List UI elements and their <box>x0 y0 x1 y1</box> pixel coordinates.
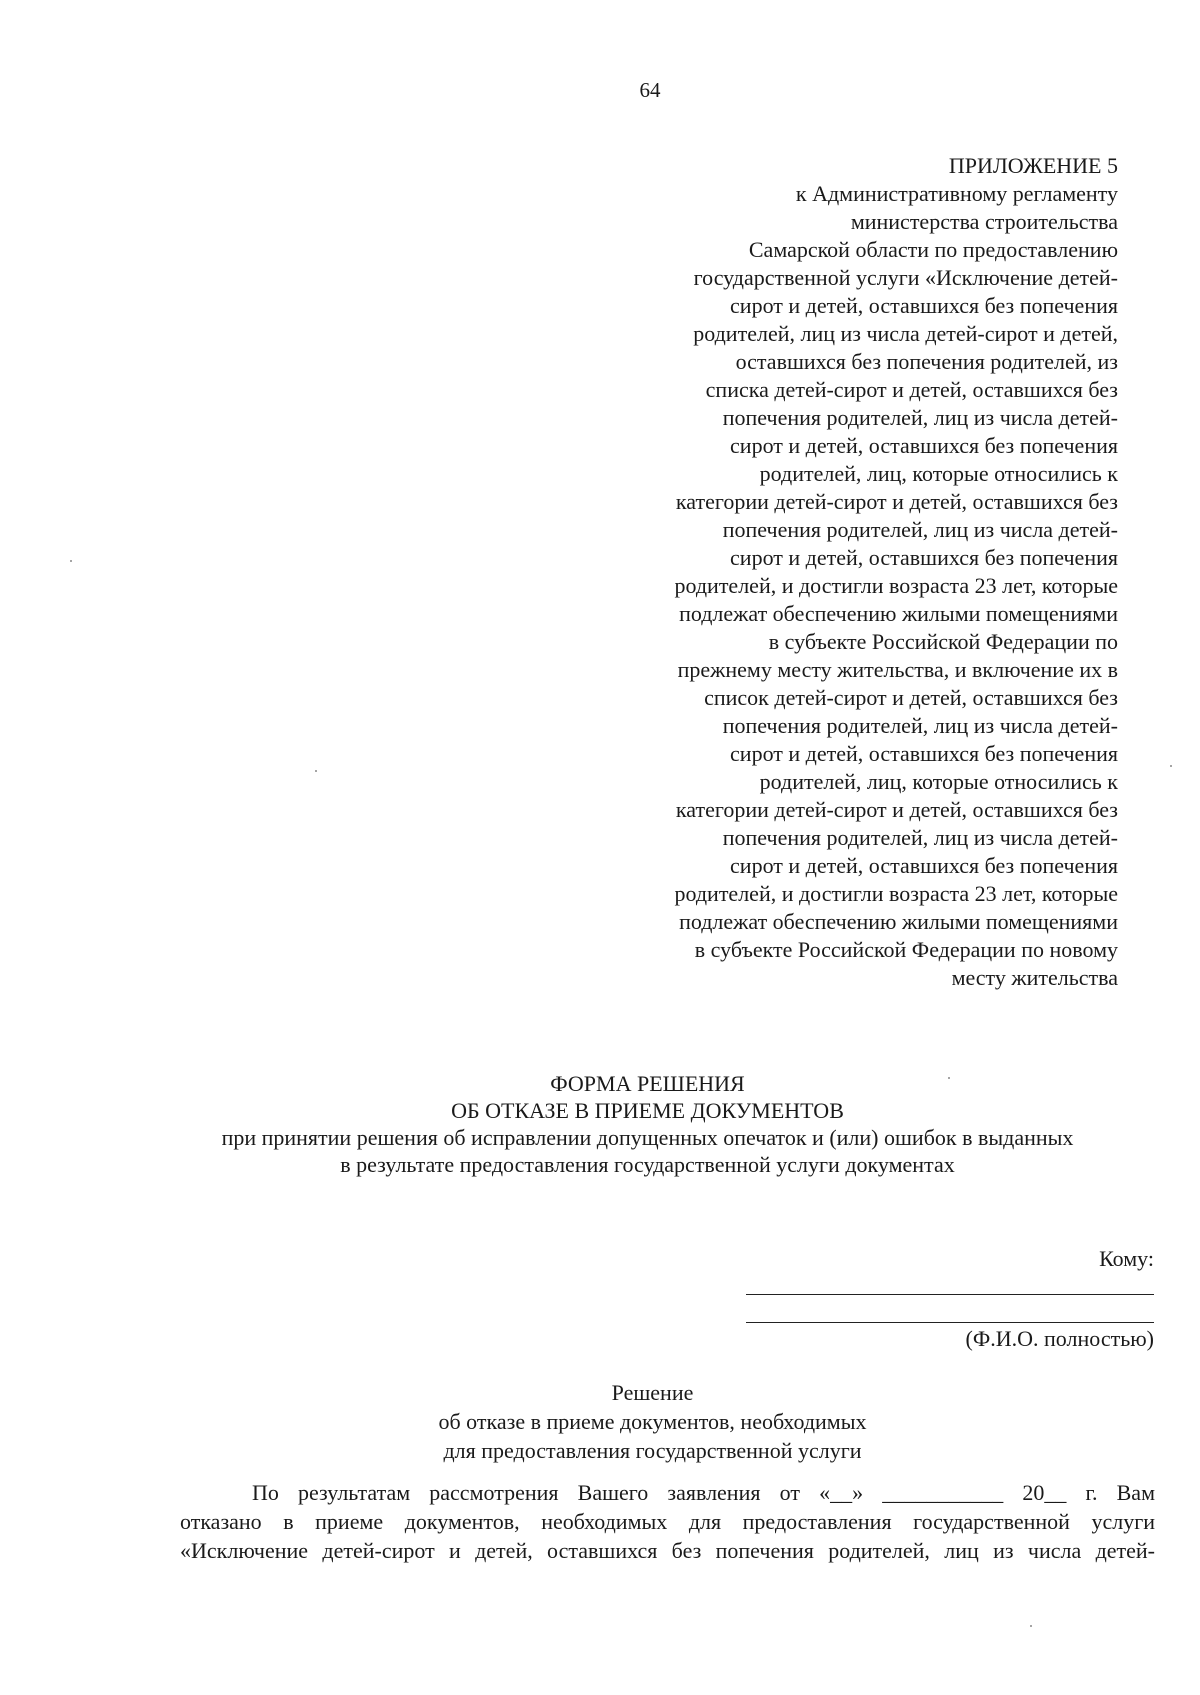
appendix-line: родителей, лиц, которые относились к <box>759 769 1118 794</box>
appendix-line: попечения родителей, лиц из числа детей- <box>722 517 1118 542</box>
appendix-line: сирот и детей, оставшихся без попечения <box>730 545 1118 570</box>
appendix-line: категории детей-сирот и детей, оставшихся без <box>675 797 1118 822</box>
appendix-line: родителей, и достигли возраста 23 лет, которые <box>674 573 1118 598</box>
scan-speck <box>1030 1625 1032 1627</box>
decision-heading <box>160 1378 1145 1465</box>
appendix-line: к Административному регламенту <box>795 181 1118 206</box>
appendix-header <box>558 152 1118 992</box>
appendix-line: в субъекте Российской Федерации по <box>768 629 1118 654</box>
scan-speck <box>1170 765 1172 767</box>
body-line: отказано в приеме документов, необходимых для предоставления государственной услуги <box>180 1509 1155 1534</box>
appendix-line: государственной услуги «Исключение детей- <box>693 265 1118 290</box>
appendix-line: родителей, и достигли возраста 23 лет, которые <box>674 881 1118 906</box>
scan-speck <box>315 770 317 772</box>
decision-body <box>180 1478 1155 1565</box>
appendix-line: попечения родителей, лиц из числа детей- <box>722 405 1118 430</box>
appendix-line: сирот и детей, оставшихся без попечения <box>730 433 1118 458</box>
appendix-line: оставшихся без попечения родителей, из <box>735 349 1118 374</box>
appendix-line: министерства строительства <box>850 209 1118 234</box>
appendix-line: попечения родителей, лиц из числа детей- <box>722 825 1118 850</box>
form-subtitle: ОБ ОТКАЗЕ В ПРИЕМЕ ДОКУМЕНТОВ <box>451 1098 844 1123</box>
appendix-line: списка детей-сирот и детей, оставшихся без <box>705 377 1118 402</box>
decision-subtitle: об отказе в приеме документов, необходимых <box>438 1409 867 1434</box>
appendix-line: сирот и детей, оставшихся без попечения <box>730 293 1118 318</box>
form-heading <box>170 1070 1125 1178</box>
appendix-line: родителей, лиц из числа детей-сирот и детей, <box>693 321 1118 346</box>
body-line: «Исключение детей-сирот и детей, оставшихся без попечения родителей, лиц из числа детей- <box>180 1538 1155 1563</box>
appendix-line: родителей, лиц, которые относились к <box>759 461 1118 486</box>
scan-speck <box>948 1077 950 1079</box>
appendix-title: ПРИЛОЖЕНИЕ 5 <box>948 153 1118 178</box>
appendix-line: сирот и детей, оставшихся без попечения <box>730 741 1118 766</box>
appendix-line: список детей-сирот и детей, оставшихся без <box>704 685 1118 710</box>
scan-speck <box>70 560 72 562</box>
form-description: в результате предоставления государственной услуги документах <box>340 1152 955 1177</box>
decision-title: Решение <box>611 1380 694 1405</box>
form-title: ФОРМА РЕШЕНИЯ <box>550 1071 745 1096</box>
recipient-blank-line <box>746 1294 1154 1295</box>
appendix-line: месту жительства <box>951 965 1118 990</box>
appendix-line: подлежат обеспечению жилыми помещениями <box>679 909 1118 934</box>
body-line: По результатам рассмотрения Вашего заявления от «__» ___________ 20__ г. Вам <box>252 1480 1155 1505</box>
recipient-caption: (Ф.И.О. полностью) <box>965 1326 1154 1351</box>
appendix-line: в субъекте Российской Федерации по новому <box>694 937 1118 962</box>
appendix-line: Самарской области по предоставлению <box>748 237 1118 262</box>
page-number: 64 <box>639 78 661 102</box>
appendix-line: сирот и детей, оставшихся без попечения <box>730 853 1118 878</box>
appendix-line: прежнему месту жительства, и включение их в <box>677 657 1118 682</box>
appendix-line: подлежат обеспечению жилыми помещениями <box>679 601 1118 626</box>
appendix-line: попечения родителей, лиц из числа детей- <box>722 713 1118 738</box>
appendix-line: категории детей-сирот и детей, оставшихся без <box>675 489 1118 514</box>
decision-subtitle: для предоставления государственной услуги <box>443 1438 862 1463</box>
form-description: при принятии решения об исправлении допущенных опечаток и (или) ошибок в выданных <box>221 1125 1074 1150</box>
recipient-blank-line <box>746 1322 1154 1323</box>
recipient-label: Кому: <box>1099 1246 1154 1271</box>
